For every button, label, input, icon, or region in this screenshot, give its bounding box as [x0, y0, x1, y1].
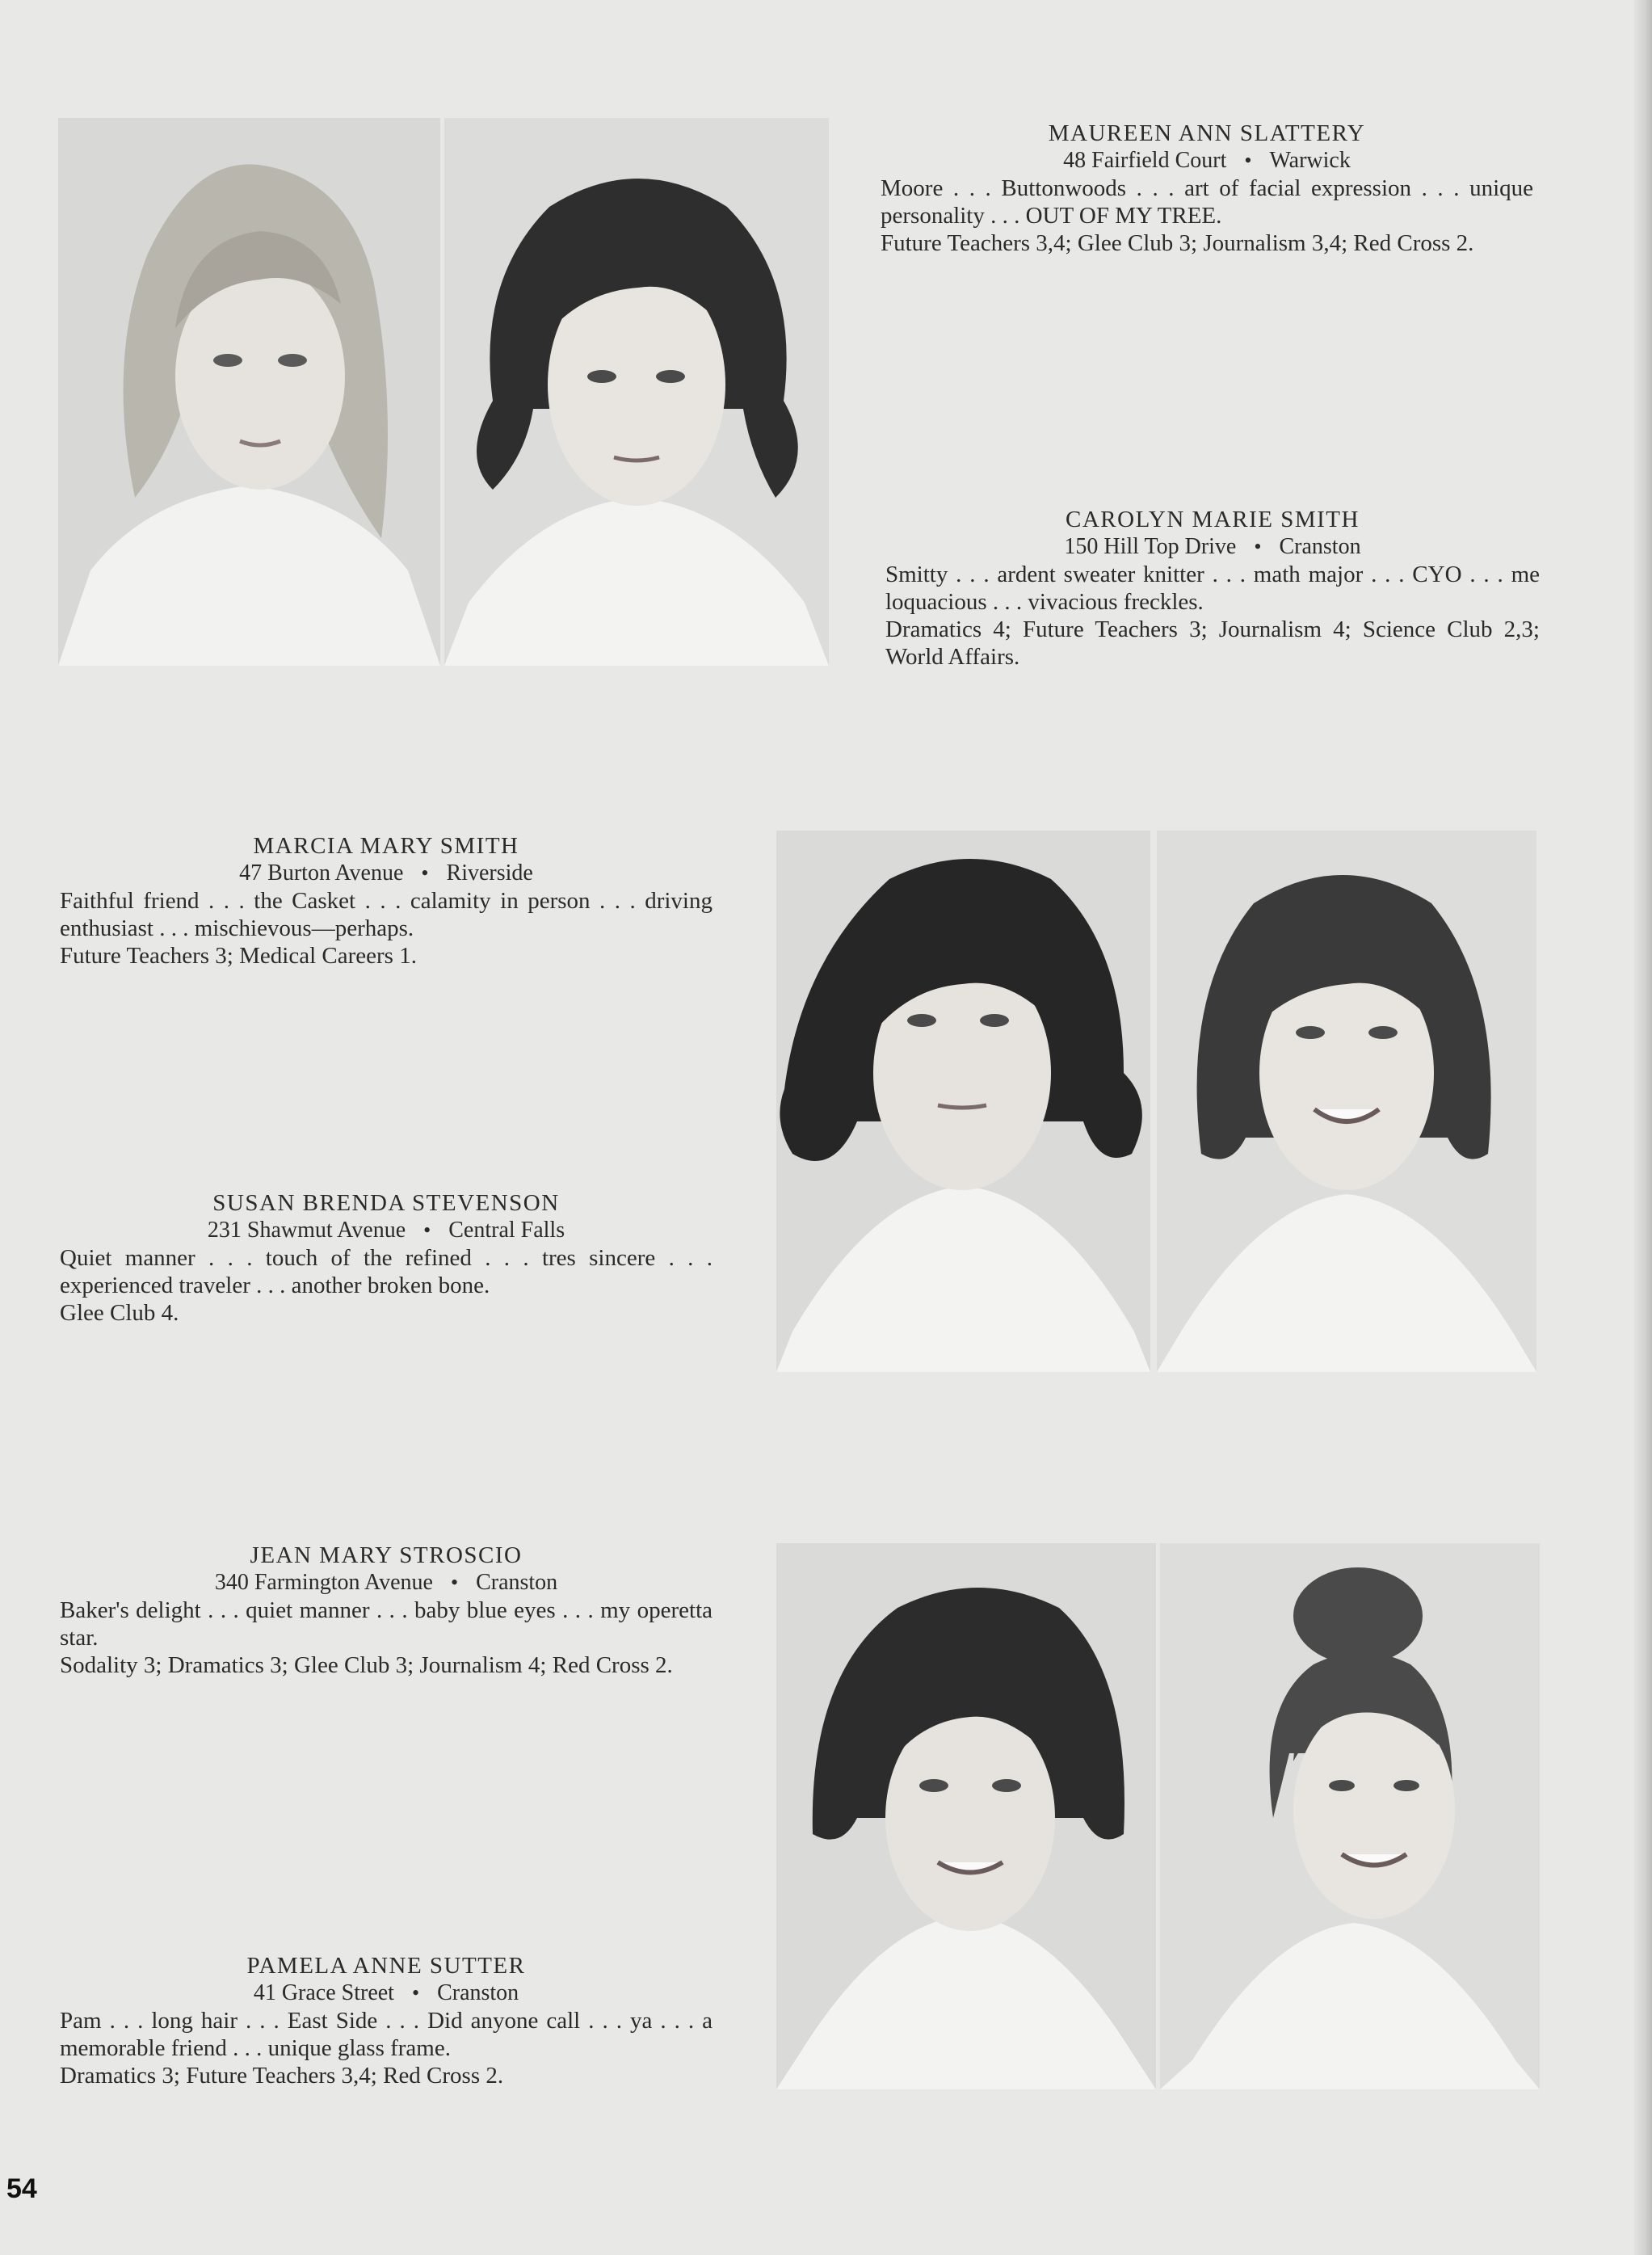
- student-description: Faithful friend . . . the Casket . . . calamity in person . . . driving enthusiast . . . mischievous—perhaps.: [60, 888, 713, 941]
- street: 231 Shawmut Avenue: [207, 1218, 406, 1243]
- student-description: Smitty . . . ardent sweater knitter . . . math major . . . CYO . . . me loquacious . . . vivacious freckles.: [885, 562, 1540, 615]
- town: Cranston: [1279, 534, 1361, 559]
- bullet-icon: •: [421, 861, 429, 885]
- student-description: Baker's delight . . . quiet manner . . . baby blue eyes . . . my operetta star.: [60, 1597, 713, 1651]
- street: 150 Hill Top Drive: [1064, 534, 1237, 559]
- student-activities: Future Teachers 3; Medical Careers 1.: [60, 943, 417, 969]
- street: 340 Farmington Avenue: [214, 1570, 433, 1595]
- student-entry-jean-stroscio: [60, 1542, 713, 1679]
- student-entry-pamela-sutter: [60, 1952, 713, 2089]
- street: 47 Burton Avenue: [239, 860, 404, 886]
- portrait-photo-carolyn-smith: [444, 118, 829, 666]
- student-name: JEAN MARY STROSCIO: [250, 1542, 523, 1568]
- town: Cranston: [437, 1980, 519, 2005]
- street: 41 Grace Street: [253, 1980, 394, 2005]
- student-activities: Dramatics 3; Future Teachers 3,4; Red Cross 2.: [60, 2063, 504, 2089]
- bullet-icon: •: [423, 1218, 431, 1242]
- portrait-photo-susan-stevenson: [1157, 831, 1536, 1372]
- student-activities: Future Teachers 3,4; Glee Club 3; Journalism 3,4; Red Cross 2.: [881, 230, 1474, 256]
- bullet-icon: •: [1254, 535, 1262, 558]
- town: Cranston: [476, 1570, 558, 1595]
- student-name: SUSAN BRENDA STEVENSON: [212, 1190, 560, 1216]
- town: Warwick: [1269, 148, 1351, 173]
- street: 48 Fairfield Court: [1063, 148, 1227, 173]
- portrait-photo-pamela-sutter: [1160, 1543, 1540, 2089]
- student-activities: Sodality 3; Dramatics 3; Glee Club 3; Journalism 4; Red Cross 2.: [60, 1652, 673, 1678]
- page-binding-edge: [1634, 0, 1652, 2255]
- student-entry-carolyn-smith: [885, 506, 1540, 671]
- bullet-icon: •: [1244, 149, 1252, 172]
- student-description: Quiet manner . . . touch of the refined . . . tres sincere . . . experienced traveler . . . another broken bone.: [60, 1245, 713, 1298]
- student-name: PAMELA ANNE SUTTER: [246, 1953, 526, 1979]
- portrait-photo-marcia-smith: [776, 831, 1150, 1372]
- student-address: [60, 860, 713, 887]
- student-address: [881, 147, 1533, 175]
- student-address: [60, 1569, 713, 1597]
- student-entry-susan-stevenson: [60, 1189, 713, 1327]
- student-activities: Glee Club 4.: [60, 1300, 179, 1326]
- bullet-icon: •: [450, 1571, 459, 1594]
- town: Central Falls: [448, 1218, 565, 1243]
- page-number: 54: [6, 2173, 37, 2204]
- student-entry-maureen-slattery: [881, 120, 1533, 257]
- bullet-icon: •: [411, 1981, 420, 2005]
- student-description: Moore . . . Buttonwoods . . . art of facial expression . . . unique personality . . . OUT OF MY TREE.: [881, 175, 1533, 229]
- student-name: CAROLYN MARIE SMITH: [1066, 507, 1360, 532]
- student-name: MAUREEN ANN SLATTERY: [1048, 120, 1366, 146]
- student-activities: Dramatics 4; Future Teachers 3; Journalism 4; Science Club 2,3; World Affairs.: [885, 616, 1540, 670]
- student-address: [60, 1217, 713, 1244]
- town: Riverside: [446, 860, 533, 886]
- student-address: [60, 1979, 713, 2007]
- portrait-photo-maureen-slattery: [58, 118, 440, 666]
- student-description: Pam . . . long hair . . . East Side . . . Did anyone call . . . ya . . . a memorable friend . . . unique glass frame.: [60, 2008, 713, 2061]
- student-address: [885, 533, 1540, 561]
- student-name: MARCIA MARY SMITH: [253, 833, 519, 859]
- student-entry-marcia-smith: [60, 832, 713, 970]
- portrait-photo-jean-stroscio: [776, 1543, 1156, 2089]
